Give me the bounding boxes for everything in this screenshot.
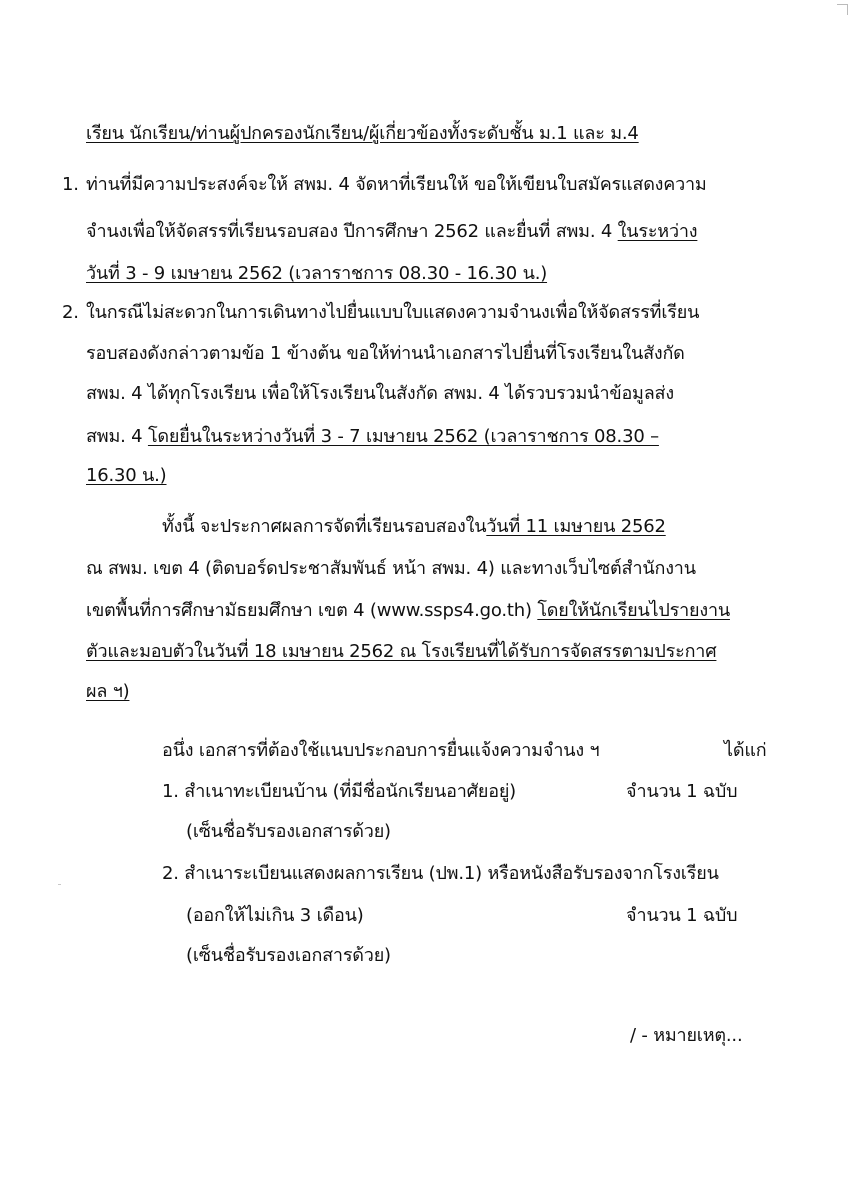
item2-period: โดยยื่นในระหว่างวันที่ 3 - 7 เมษายน 2562 (เวลาราชการ 08.30 – xyxy=(147,426,659,447)
doc1-line: 1. สำเนาทะเบียนบ้าน (ที่มีชื่อนักเรียนอาศัยอยู่) xyxy=(162,781,517,802)
item1-line3-period: วันที่ 3 - 9 เมษายน 2562 (เวลาราชการ 08.30 - 16.30 น.) xyxy=(86,263,548,284)
item2-line4 xyxy=(86,424,659,450)
announce-line4: ตัวและมอบตัวในวันที่ 18 เมษายน 2562 ณ โรงเรียนที่ได้รับการจัดสรรตามประกาศ xyxy=(86,641,717,662)
doc1-note: (เซ็นชื่อรับรองเอกสารด้วย) xyxy=(186,821,391,842)
announce-line3 xyxy=(86,598,730,624)
item2-line5: 16.30 น.) xyxy=(86,465,167,486)
doc1-quantity: จำนวน 1 ฉบับ xyxy=(626,781,738,802)
continuation-footer: / - หมายเหตุ... xyxy=(630,1025,743,1046)
doc2-sub: (ออกให้ไม่เกิน 3 เดือน) xyxy=(186,905,364,926)
item2-line4-text: สพม. 4 xyxy=(86,426,148,447)
docs-intro-tail: ได้แก่ xyxy=(724,740,767,761)
scan-speck xyxy=(58,884,61,885)
scan-corner-mark xyxy=(837,4,848,15)
item1-line2-text: จำนงเพื่อให้จัดสรรที่เรียนรอบสอง ปีการศึกษา 2562 และยื่นที่ สพม. 4 xyxy=(86,221,618,242)
item1-line2 xyxy=(86,219,697,245)
announce-line1 xyxy=(162,514,666,540)
docs-intro: อนึ่ง เอกสารที่ต้องใช้แนบประกอบการยื่นแจ้งความจำนง ฯ xyxy=(162,740,600,761)
doc2-line: 2. สำเนาระเบียนแสดงผลการเรียน (ปพ.1) หรือหนังสือรับรองจากโรงเรียน xyxy=(162,863,719,884)
announce-website-text: เขตพื้นที่การศึกษามัธยมศึกษา เขต 4 (www.ssps4.go.th) xyxy=(86,600,538,621)
announce-line2: ณ สพม. เขต 4 (ติดบอร์ดประชาสัมพันธ์ หน้า สพม. 4) และทางเว็บไซต์สำนักงาน xyxy=(86,558,696,579)
item1-line1: ท่านที่มีความประสงค์จะให้ สพม. 4 จัดหาที่เรียนให้ ขอให้เขียนใบสมัครแสดงความ xyxy=(86,174,707,195)
item2-line3: สพม. 4 ได้ทุกโรงเรียน เพื่อให้โรงเรียนในสังกัด สพม. 4 ได้รวบรวมนำข้อมูลส่ง xyxy=(86,383,674,404)
item2-number: 2. xyxy=(62,302,79,323)
announce-report-lead: โดยให้นักเรียนไปรายงาน xyxy=(537,600,730,621)
announce-line5: ผล ฯ) xyxy=(86,681,130,702)
item1-number: 1. xyxy=(62,174,79,195)
item2-line1: ในกรณีไม่สะดวกในการเดินทางไปยื่นแบบใบแสดงความจำนงเพื่อให้จัดสรรที่เรียน xyxy=(86,302,700,323)
salutation-line: เรียน นักเรียน/ท่านผู้ปกครองนักเรียน/ผู้เกี่ยวข้องทั้งระดับชั้น ม.1 และ ม.4 xyxy=(86,123,639,144)
doc2-quantity: จำนวน 1 ฉบับ xyxy=(626,905,738,926)
announce-date: วันที่ 11 เมษายน 2562 xyxy=(486,516,666,537)
announce-lead: ทั้งนี้ จะประกาศผลการจัดที่เรียนรอบสองใน xyxy=(162,516,487,537)
item1-period-lead: ในระหว่าง xyxy=(617,221,698,242)
doc2-note: (เซ็นชื่อรับรองเอกสารด้วย) xyxy=(186,945,391,966)
item2-line2: รอบสองดังกล่าวตามข้อ 1 ข้างต้น ขอให้ท่านนำเอกสารไปยื่นที่โรงเรียนในสังกัด xyxy=(86,343,685,364)
